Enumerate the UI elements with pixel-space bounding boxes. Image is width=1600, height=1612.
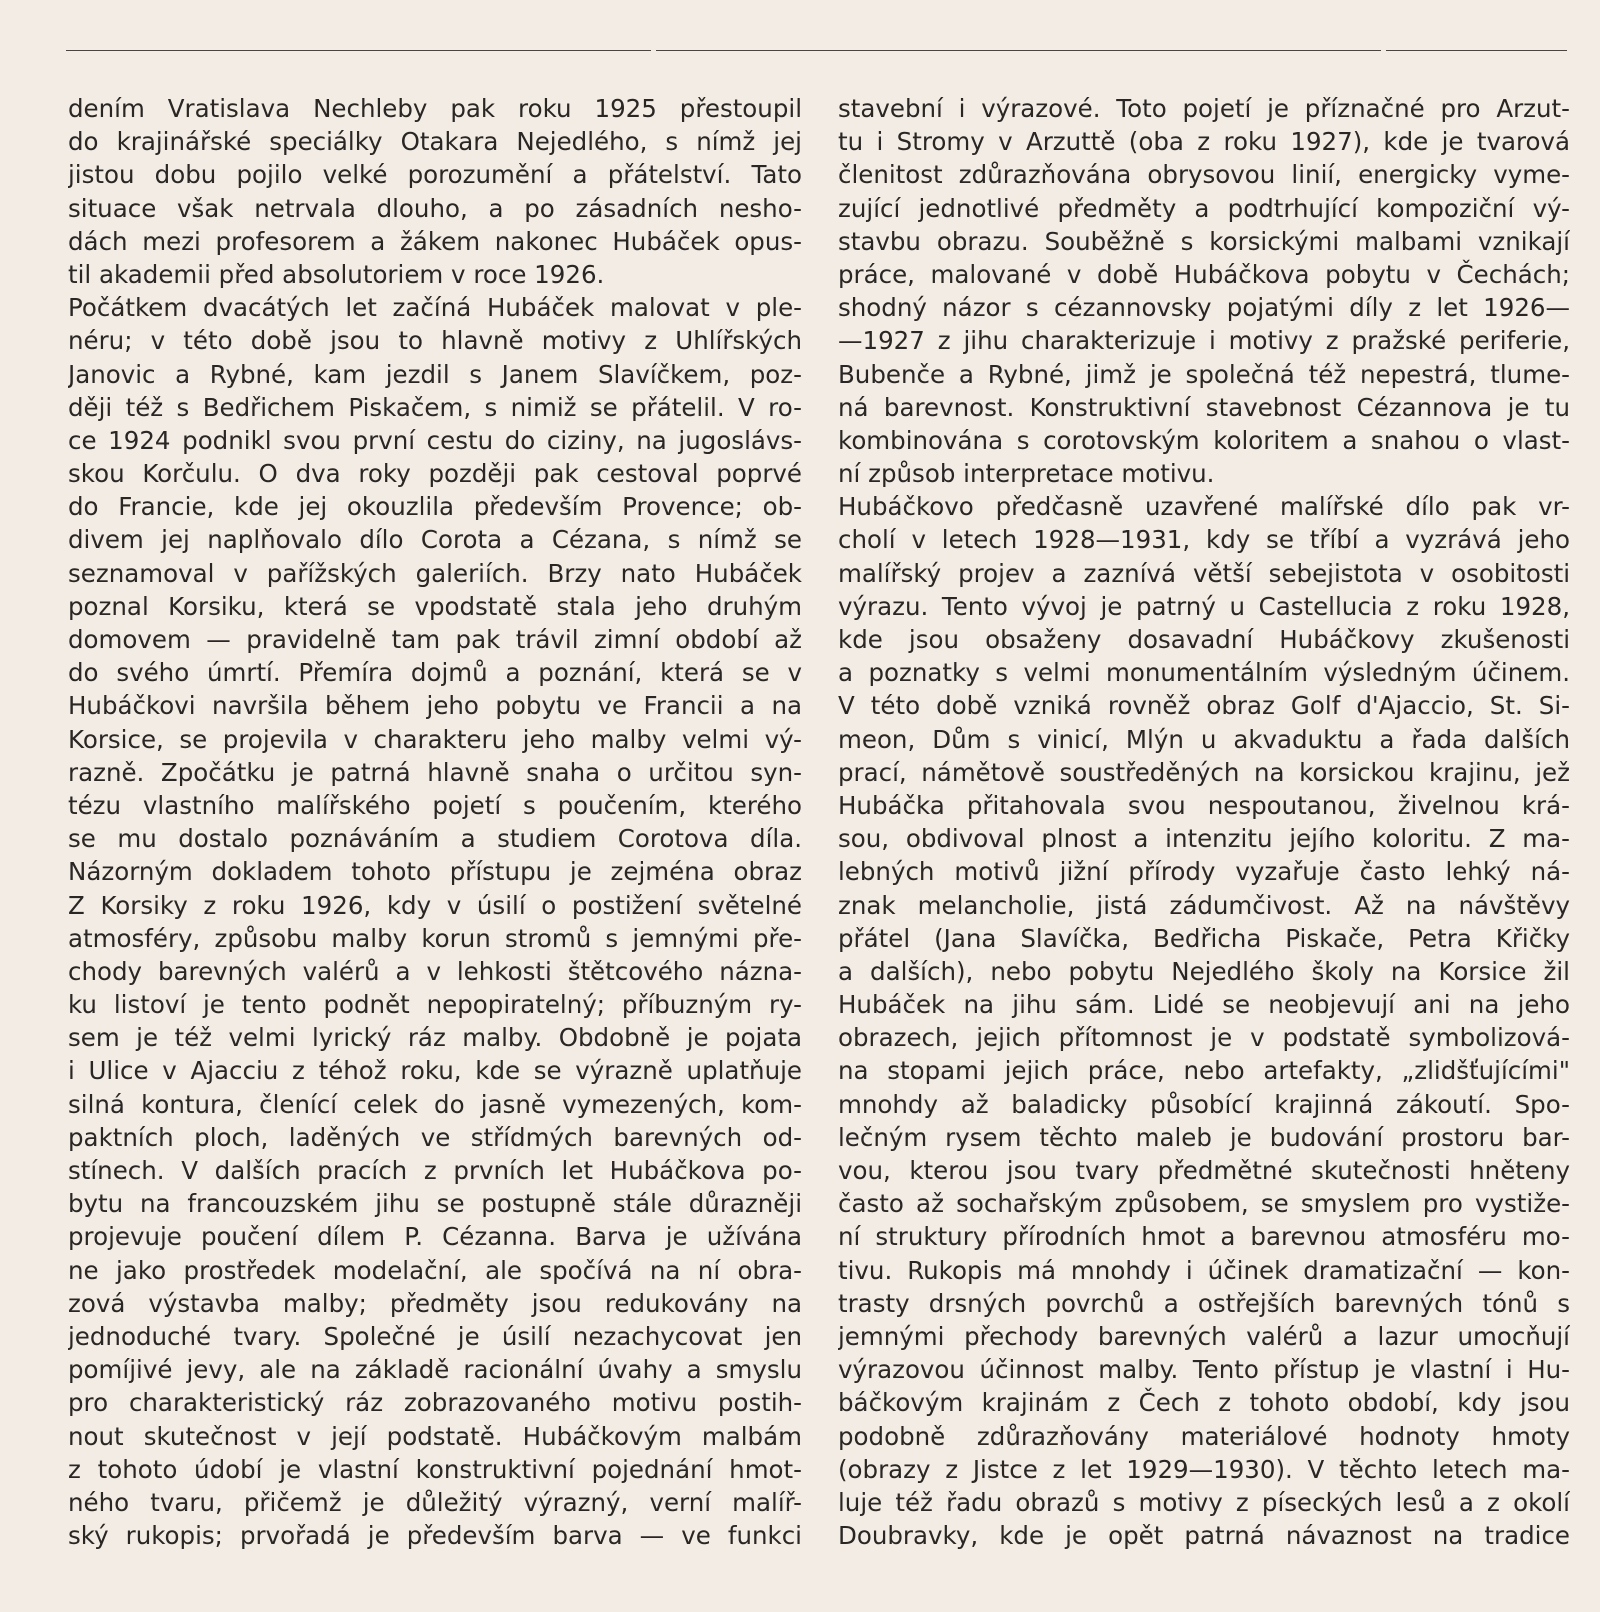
text-line: (obrazy z Jistce z let 1929—1930). V těchto letech ma- xyxy=(838,1454,1570,1484)
text-line: dách mezi profesorem a žákem nakonec Hubáček opus- xyxy=(68,226,802,256)
text-line: néru; v této době jsou to hlavně motivy z Uhlířských xyxy=(68,326,802,356)
text-line: silná kontura, členící celek do jasně vymezených, kom- xyxy=(68,1089,802,1119)
text-line: výrazovou účinnost malby. Tento přístup je vlastní i Hu- xyxy=(838,1355,1570,1385)
text-line: Názorným dokladem tohoto přístupu je zejména obraz xyxy=(68,857,802,887)
text-line: ději též s Bedřichem Piskačem, s nimiž se přátelil. V ro- xyxy=(68,392,802,422)
text-line: razně. Zpočátku je patrná hlavně snaha o určitou syn- xyxy=(68,757,802,787)
text-line: jistou dobu pojilo velké porozumění a přátelství. Tato xyxy=(68,160,802,190)
text-line: lebných motivů jižní přírody vyzařuje často lehký ná- xyxy=(838,857,1570,887)
text-line: podobně zdůrazňovány materiálové hodnoty hmoty xyxy=(838,1421,1570,1451)
text-line: ku listoví je tento podnět nepopiratelný; příbuzným ry- xyxy=(68,990,802,1020)
text-line: vou, kterou jsou tvary předmětné skutečnosti hněteny xyxy=(838,1156,1570,1185)
text-line: paktních ploch, laděných ve střídmých barevných od- xyxy=(68,1122,802,1152)
text-line: luje též řadu obrazů s motivy z píseckých lesů a z okolí xyxy=(838,1487,1570,1517)
text-line: Hubáčkovo předčasně uzavřené malířské dílo pak vr- xyxy=(838,492,1570,522)
text-line: nout skutečnost v její podstatě. Hubáčkovým malbám xyxy=(68,1421,802,1451)
text-line: ský rukopis; prvořadá je především barva — ve funkci xyxy=(68,1521,802,1551)
text-line: práce, malované v době Hubáčkova pobytu v Čechách; xyxy=(838,259,1570,289)
text-line: kde jsou obsaženy dosavadní Hubáčkovy zkušenosti xyxy=(838,625,1570,654)
top-rule-right xyxy=(1386,50,1567,51)
text-line: stínech. V dalších pracích z prvních let Hubáčkova po- xyxy=(68,1156,802,1185)
text-line: a poznatky s velmi monumentálním výsledným účinem. xyxy=(838,658,1570,688)
text-line: meon, Dům s vinicí, Mlýn u akvaduktu a řada dalších xyxy=(838,724,1570,754)
text-line: tu i Stromy v Arzuttě (oba z roku 1927), kde je tvarová xyxy=(838,127,1570,157)
text-line: často až sochařským způsobem, se smyslem pro vystiže- xyxy=(838,1189,1570,1219)
text-line: bytu na francouzském jihu se postupně stále důrazněji xyxy=(68,1189,802,1219)
text-line: prací, námětově soustředěných na korsickou krajinu, jež xyxy=(838,757,1570,787)
text-line: mnohdy až baladicky působící krajinná zákoutí. Spo- xyxy=(838,1089,1570,1119)
text-line: skou Korčulu. O dva roky později pak cestoval poprvé xyxy=(68,459,802,489)
text-line: stavební i výrazové. Toto pojetí je příznačné pro Arzut- xyxy=(838,94,1570,123)
text-line: trasty drsných povrchů a ostřejších barevných tónů s xyxy=(838,1288,1570,1318)
text-line: báčkovým krajinám z Čech z tohoto období, kdy jsou xyxy=(838,1388,1570,1418)
text-line: na stopami jejich práce, nebo artefakty, „zlidšťujícími" xyxy=(838,1056,1570,1086)
text-line: Korsice, se projevila v charakteru jeho malby velmi vý- xyxy=(68,724,802,754)
text-line: z tohoto údobí je vlastní konstruktivní pojednání hmot- xyxy=(68,1454,802,1484)
text-line: ná barevnost. Konstruktivní stavebnost Cézannova je tu xyxy=(838,392,1570,422)
text-line: Janovic a Rybné, kam jezdil s Janem Slavíčkem, poz- xyxy=(68,359,802,389)
text-line: pro charakteristický ráz zobrazovaného motivu postih- xyxy=(68,1388,802,1418)
text-line: atmosféry, způsobu malby korun stromů s jemnými pře- xyxy=(68,923,802,953)
text-line: tézu vlastního malířského pojetí s poučením, kterého xyxy=(68,790,802,820)
text-line: dením Vratislava Nechleby pak roku 1925 přestoupil xyxy=(68,94,802,123)
text-line: i Ulice v Ajacciu z téhož roku, kde se výrazně uplatňuje xyxy=(68,1056,802,1086)
right-text-column xyxy=(838,92,1570,1552)
text-line: ného tvaru, přičemž je důležitý výrazný, verní malíř- xyxy=(68,1487,802,1517)
text-line: a dalších), nebo pobytu Nejedlého školy na Korsice žil xyxy=(838,956,1570,986)
text-line: zující jednotlivé předměty a podtrhující kompoziční vý- xyxy=(838,193,1570,223)
text-line: Doubravky, kde je opět patrná návaznost na tradice xyxy=(838,1521,1570,1551)
text-line: obrazech, jejich přítomnost je v podstatě symbolizová- xyxy=(838,1023,1570,1053)
text-line: til akademii před absolutoriem v roce 1926. xyxy=(68,259,605,289)
left-text-column xyxy=(68,92,802,1552)
text-line: kombinována s corotovským koloritem a snahou o vlast- xyxy=(838,425,1570,455)
text-line: domovem — pravidelně tam pak trávil zimní období až xyxy=(68,625,802,654)
text-line: členitost zdůrazňována obrysovou linií, energicky vyme- xyxy=(838,160,1570,190)
text-line: do krajinářské speciálky Otakara Nejedlého, s nímž jej xyxy=(68,127,802,157)
text-line: seznamoval v pařížských galeriích. Brzy nato Hubáček xyxy=(68,558,802,588)
text-line: pomíjivé jevy, ale na základě racionální úvahy a smyslu xyxy=(68,1355,802,1385)
text-line: Bubenče a Rybné, jimž je společná též nepestrá, tlume- xyxy=(838,359,1570,389)
text-line: Hubáček na jihu sám. Lidé se neobjevují ani na jeho xyxy=(838,990,1570,1020)
text-line: projevuje poučení dílem P. Cézanna. Barva je užívána xyxy=(68,1222,802,1252)
text-line: do Francie, kde jej okouzlila především Provence; ob- xyxy=(68,492,802,522)
text-line: ní struktury přírodních hmot a barevnou atmosféru mo- xyxy=(838,1222,1570,1252)
text-line: ce 1924 podnikl svou první cestu do ciziny, na jugoslávs- xyxy=(68,425,802,455)
text-line: jemnými přechody barevných valérů a lazur umocňují xyxy=(838,1321,1570,1351)
text-line: tivu. Rukopis má mnohdy i účinek dramatizační — kon- xyxy=(838,1255,1570,1285)
text-line: shodný názor s cézannovsky pojatými díly z let 1926— xyxy=(838,293,1570,323)
top-rule-left xyxy=(66,50,651,51)
text-line: Z Korsiky z roku 1926, kdy v úsilí o postižení světelné xyxy=(68,890,802,920)
text-line: malířský projev a zaznívá větší sebejistota v osobitosti xyxy=(838,558,1570,588)
text-line: sou, obdivoval plnost a intenzitu jejího koloritu. Z ma- xyxy=(838,824,1570,854)
text-line: ní způsob interpretace motivu. xyxy=(838,459,1215,489)
text-line: Hubáčka přitahovala svou nespoutanou, živelnou krá- xyxy=(838,790,1570,820)
text-line: sem je též velmi lyrický ráz malby. Obdobně je pojata xyxy=(68,1023,802,1053)
text-line: lečným rysem těchto maleb je budování prostoru bar- xyxy=(838,1122,1570,1152)
text-line: poznal Korsiku, která se vpodstatě stala jeho druhým xyxy=(68,591,802,621)
text-line: se mu dostalo poznáváním a studiem Corotova díla. xyxy=(68,824,802,854)
text-line: do svého úmrtí. Přemíra dojmů a poznání, která se v xyxy=(68,658,802,688)
text-line: cholí v letech 1928—1931, kdy se tříbí a vyzrává jeho xyxy=(838,525,1570,555)
text-line: V této době vzniká rovněž obraz Golf d'Ajaccio, St. Si- xyxy=(838,691,1570,721)
text-line: výrazu. Tento vývoj je patrný u Castellucia z roku 1928, xyxy=(838,591,1570,621)
text-line: Hubáčkovi navršila během jeho pobytu ve Francii a na xyxy=(68,691,802,721)
text-line: situace však netrvala dlouho, a po zásadních nesho- xyxy=(68,193,802,223)
text-line: ne jako prostředek modelační, ale spočívá na ní obra- xyxy=(68,1255,802,1285)
top-rule-middle xyxy=(656,50,1381,51)
text-line: přátel (Jana Slavíčka, Bedřicha Piskače, Petra Křičky xyxy=(838,923,1570,953)
text-line: —1927 z jihu charakterizuje i motivy z pražské periferie, xyxy=(838,326,1570,356)
text-line: jednoduché tvary. Společné je úsilí nezachycovat jen xyxy=(68,1321,802,1351)
text-line: zová výstavba malby; předměty jsou redukovány na xyxy=(68,1288,802,1318)
text-line: stavbu obrazu. Souběžně s korsickými malbami vznikají xyxy=(838,226,1570,256)
text-line: Počátkem dvacátých let začíná Hubáček malovat v ple- xyxy=(68,293,802,323)
text-line: divem jej naplňovalo dílo Corota a Cézana, s nímž se xyxy=(68,525,802,555)
text-line: znak melancholie, jistá zádumčivost. Až na návštěvy xyxy=(838,890,1570,920)
text-line: chody barevných valérů a v lehkosti štětcového názna- xyxy=(68,956,802,986)
